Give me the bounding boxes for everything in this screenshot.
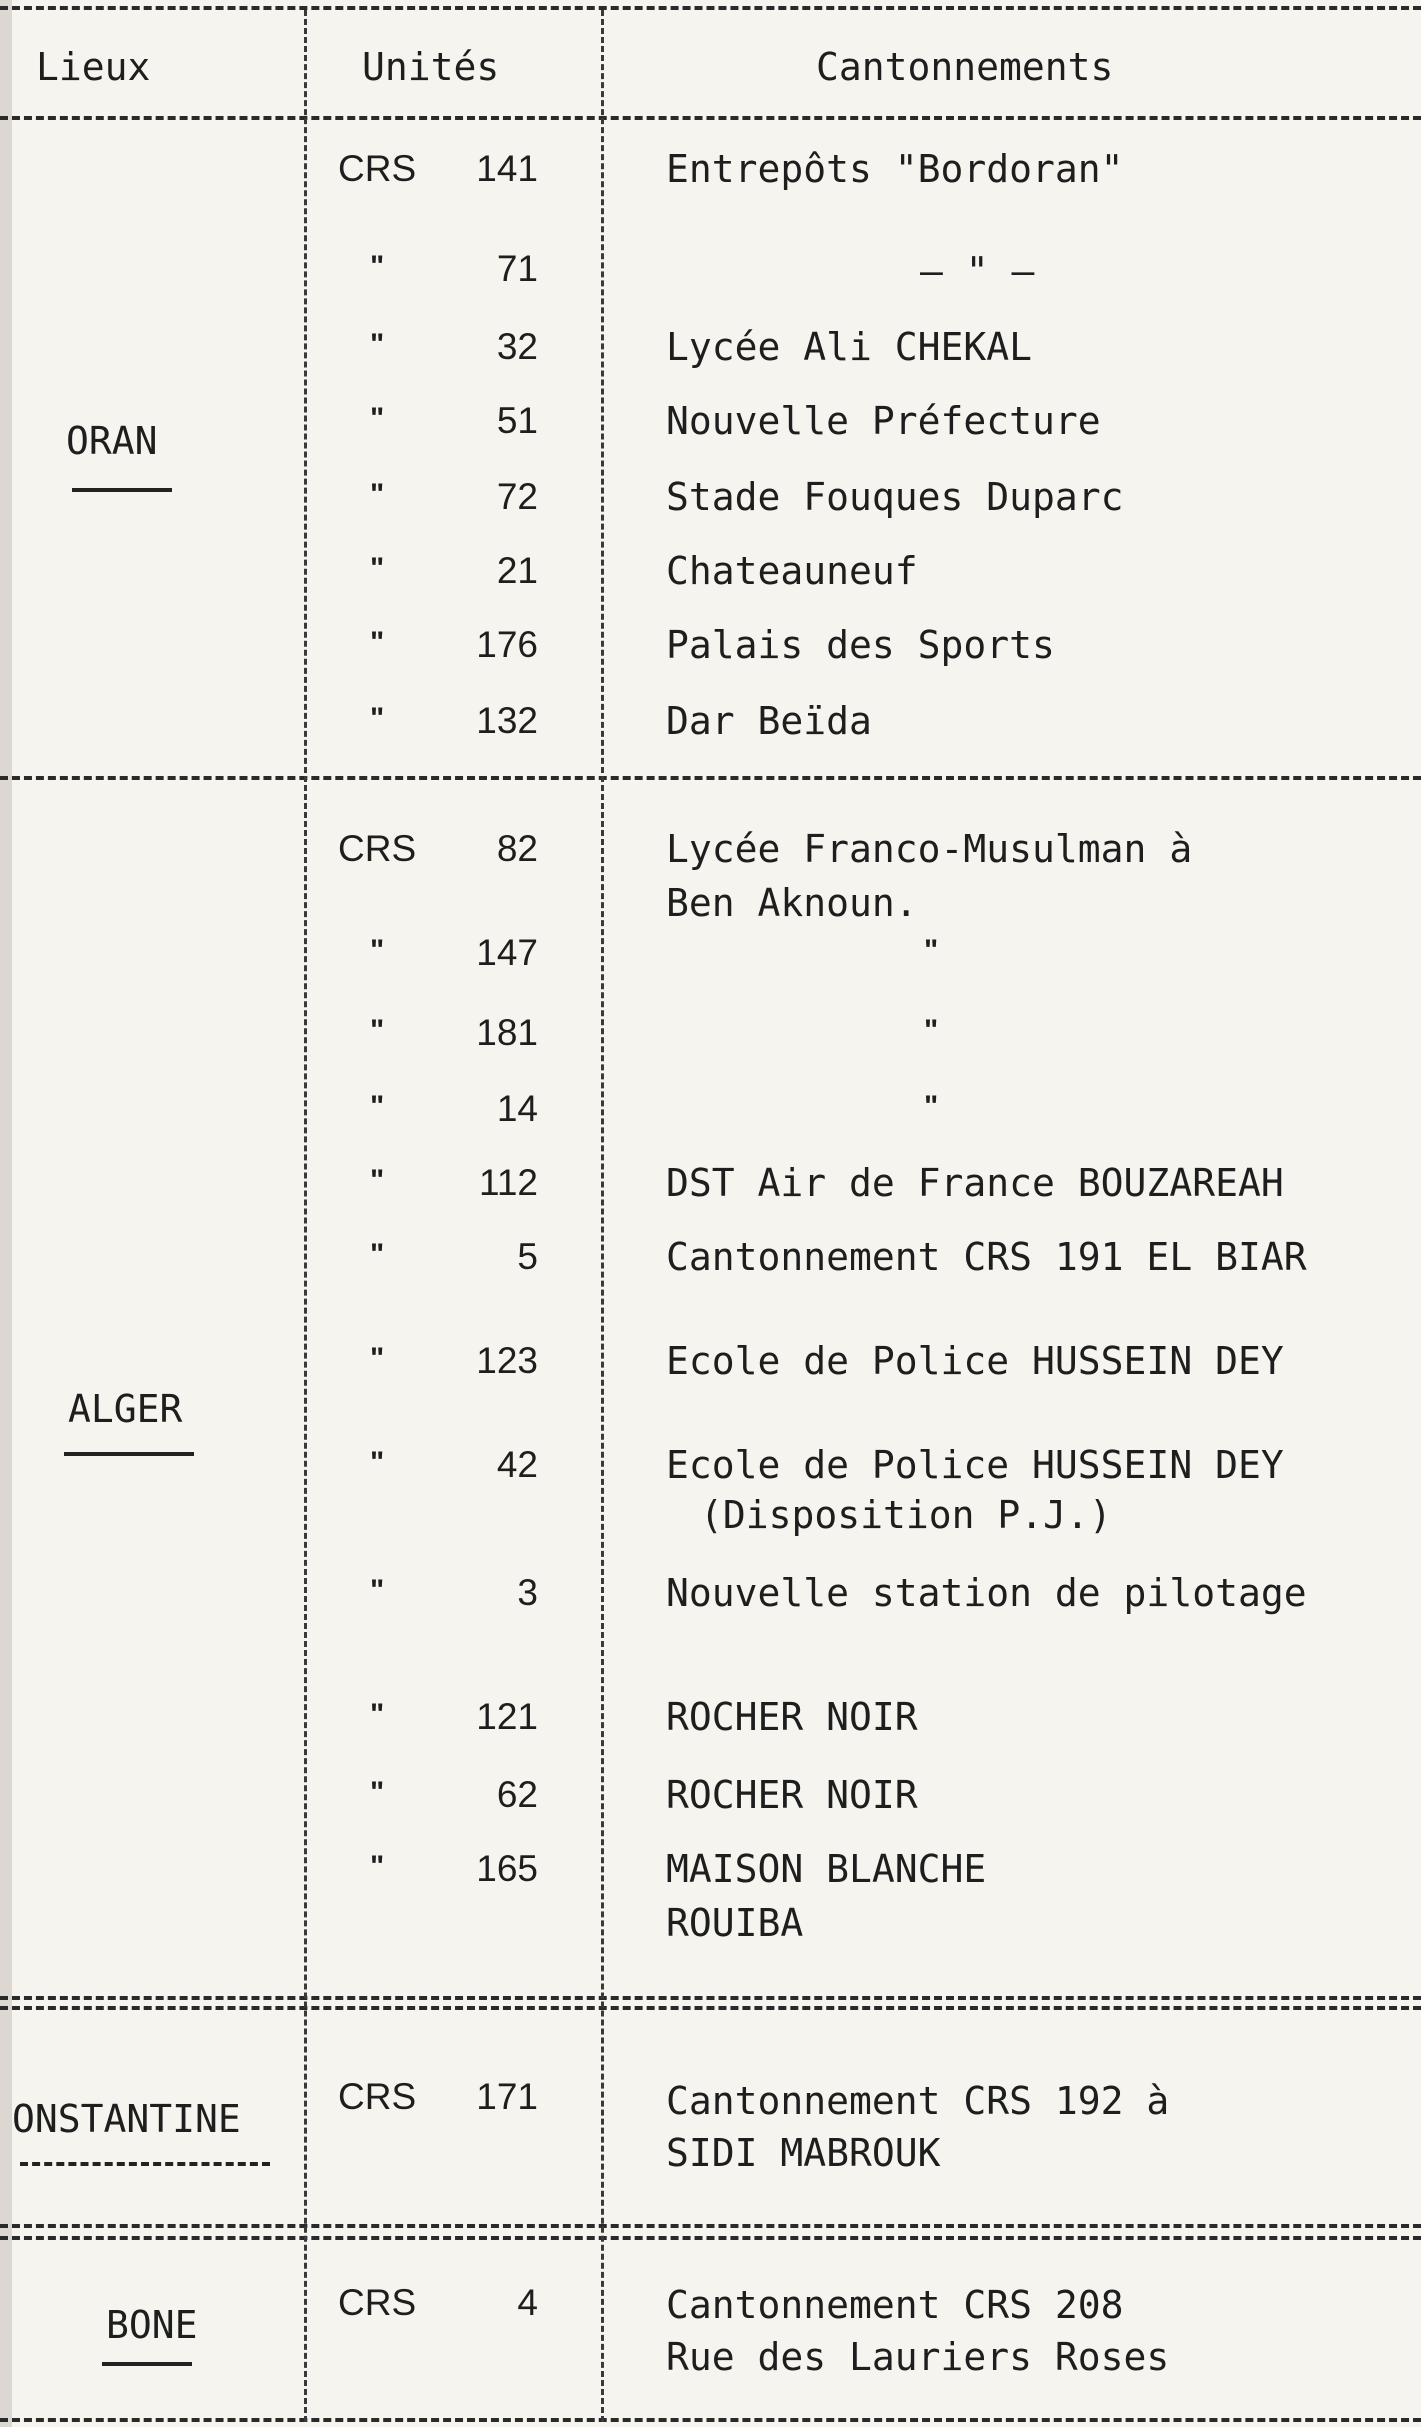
unit-number: 121: [476, 1696, 538, 1737]
unit-number: 5: [517, 1236, 538, 1277]
unit-number: 82: [496, 828, 538, 869]
unit-number: 4: [517, 2282, 538, 2323]
unit-prefix-ditto: ": [370, 250, 385, 283]
unit-number: 32: [496, 326, 538, 367]
place-constantine-underline: [20, 2162, 270, 2166]
cantonnement-line-2: Rue des Lauriers Roses: [666, 2335, 1170, 2379]
bottom-rule: [0, 2418, 1421, 2422]
unit-number: 171: [476, 2076, 538, 2117]
place-bone: BONE: [106, 2303, 198, 2347]
cantonnement: Ecole de Police HUSSEIN DEY: [666, 1443, 1284, 1487]
cantonnement: – " –: [920, 249, 1035, 293]
unit-number: 141: [476, 148, 538, 189]
cantonnement: Lycée Franco-Musulman à: [666, 827, 1193, 871]
unit-prefix-ditto: ": [370, 552, 385, 585]
cantonnement-line-2: (Disposition P.J.): [700, 1493, 1112, 1537]
cantonnement: Nouvelle Préfecture: [666, 399, 1101, 443]
cantonnement: Cantonnement CRS 192 à: [666, 2079, 1170, 2123]
header-rule: [0, 116, 1421, 120]
cantonnement-ditto: ": [924, 1014, 939, 1047]
unit-number: 112: [479, 1162, 538, 1203]
unit-prefix-ditto: ": [370, 328, 385, 361]
unit-prefix-ditto: ": [370, 1776, 385, 1809]
unit-prefix-ditto: ": [370, 1850, 385, 1883]
column-separator-1: [304, 10, 307, 2422]
unit-number: 62: [496, 1774, 538, 1815]
unit-prefix-ditto: ": [370, 934, 385, 967]
unit-number: 72: [496, 476, 538, 517]
unit-prefix: CRS: [338, 828, 417, 869]
cantonnement: Ecole de Police HUSSEIN DEY: [666, 1339, 1284, 1383]
cantonnement: ROCHER NOIR: [666, 1773, 918, 1817]
unit-number: 147: [476, 932, 538, 973]
cantonnement: Nouvelle station de pilotage: [666, 1571, 1307, 1615]
constantine-top-rule: [0, 2006, 1421, 2010]
column-separator-2: [601, 10, 604, 2422]
header-lieux: Lieux: [36, 45, 151, 89]
cantonnement: Chateauneuf: [666, 549, 918, 593]
cantonnement-line-2: ROUIBA: [666, 1901, 804, 1945]
place-oran-underline: [72, 488, 172, 492]
cantonnement: Dar Beïda: [666, 699, 872, 743]
unit-prefix-ditto: ": [370, 1238, 385, 1271]
place-oran: ORAN: [66, 419, 158, 463]
unit-number: 21: [496, 550, 538, 591]
unit-prefix-ditto: ": [370, 1446, 385, 1479]
unit-prefix-ditto: ": [370, 1698, 385, 1731]
top-rule: [0, 6, 1421, 10]
page-edge: [0, 0, 12, 2427]
oran-bottom-rule: [0, 776, 1421, 780]
cantonnement: ROCHER NOIR: [666, 1695, 918, 1739]
unit-number: 3: [517, 1572, 538, 1613]
unit-prefix-ditto: ": [370, 402, 385, 435]
unit-prefix: CRS: [338, 2076, 417, 2117]
unit-prefix-ditto: ": [370, 1342, 385, 1375]
unit-number: 165: [476, 1848, 538, 1889]
place-bone-underline: [102, 2362, 192, 2366]
unit-prefix: CRS: [338, 148, 417, 189]
unit-number: 176: [476, 624, 538, 665]
cantonnement: Entrepôts "Bordoran": [666, 147, 1124, 191]
cantonnement-ditto: ": [924, 934, 939, 967]
unit-number: 181: [476, 1012, 538, 1053]
cantonnement: Palais des Sports: [666, 623, 1055, 667]
unit-number: 51: [496, 400, 538, 441]
constantine-bottom-rule: [0, 2224, 1421, 2228]
unit-number: 14: [496, 1088, 538, 1129]
place-constantine: ONSTANTINE: [12, 2097, 241, 2141]
unit-number: 42: [496, 1444, 538, 1485]
cantonnement-ditto: ": [924, 1090, 939, 1123]
cantonnement: Stade Fouques Duparc: [666, 475, 1124, 519]
unit-prefix: CRS: [338, 2282, 417, 2323]
unit-number: 123: [476, 1340, 538, 1381]
header-unites: Unités: [362, 45, 500, 89]
unit-number: 132: [476, 700, 538, 741]
unit-prefix-ditto: ": [370, 478, 385, 511]
cantonnement: Cantonnement CRS 208: [666, 2283, 1124, 2327]
cantonnement: Lycée Ali CHEKAL: [666, 325, 1033, 369]
unit-prefix-ditto: ": [370, 1574, 385, 1607]
unit-prefix-ditto: ": [370, 1090, 385, 1123]
cantonnement-line-2: Ben Aknoun.: [666, 881, 918, 925]
unit-prefix-ditto: ": [370, 702, 385, 735]
cantonnement-line-2: SIDI MABROUK: [666, 2131, 941, 2175]
cantonnement: MAISON BLANCHE: [666, 1847, 987, 1891]
bone-top-rule: [0, 2236, 1421, 2240]
unit-prefix-ditto: ": [370, 1164, 385, 1197]
cantonnement: Cantonnement CRS 191 EL BIAR: [666, 1235, 1307, 1279]
place-alger: ALGER: [68, 1387, 183, 1431]
unit-prefix-ditto: ": [370, 1014, 385, 1047]
header-cantonnements: Cantonnements: [816, 45, 1114, 89]
cantonnement: DST Air de France BOUZAREAH: [666, 1161, 1284, 1205]
unit-prefix-ditto: ": [370, 626, 385, 659]
unit-number: 71: [496, 248, 538, 289]
alger-bottom-rule: [0, 1996, 1421, 2000]
place-alger-underline: [64, 1452, 194, 1456]
